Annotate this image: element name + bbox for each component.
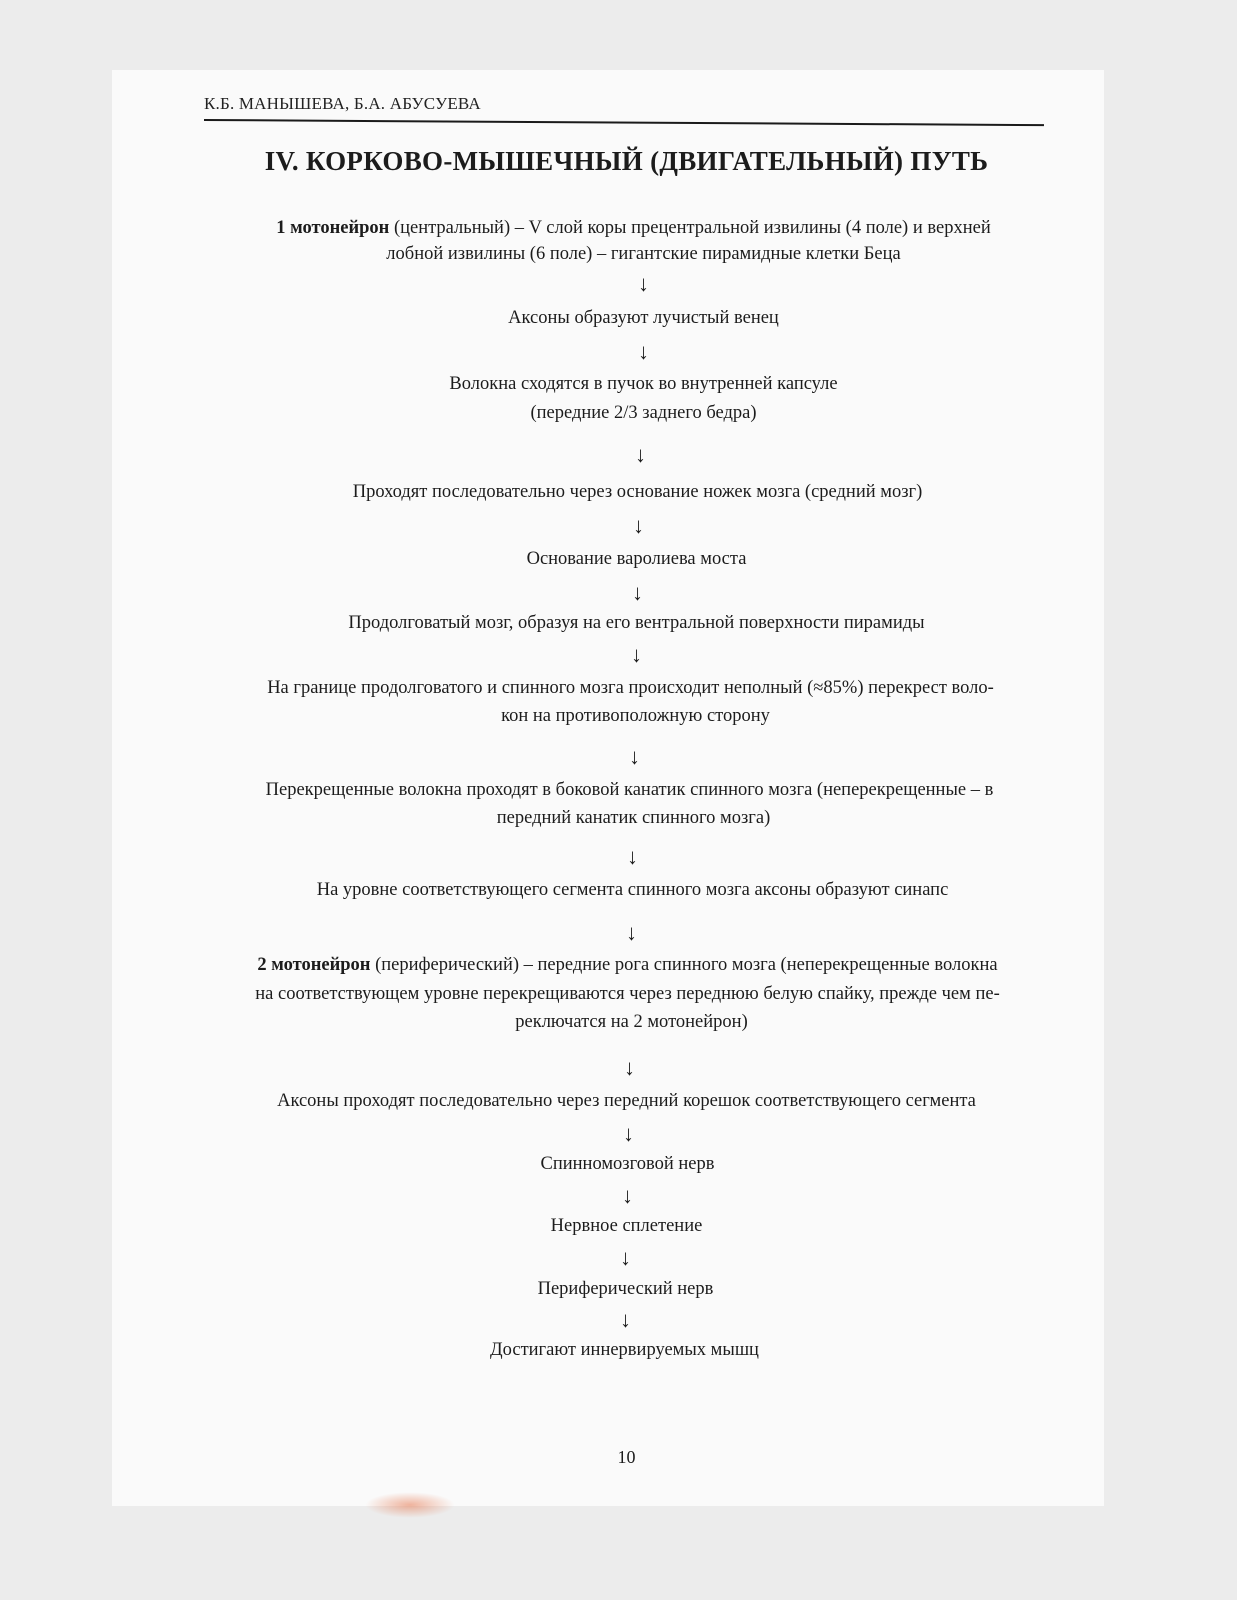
step-3-line-1: Волокна сходятся в пучок во внутренней капсуле [449, 374, 838, 394]
step-11: Аксоны проходят последовательно через передний корешок соответствующего сегмента [277, 1091, 976, 1111]
section-title: IV. КОРКОВО-МЫШЕЧНЫЙ (ДВИГАТЕЛЬНЫЙ) ПУТЬ [264, 146, 989, 176]
down-arrow-icon: ↓ [629, 744, 640, 769]
step-8-line-1: Перекрещенные волокна проходят в боковой канатик спинного мозга (неперекрещенные – в [265, 780, 994, 800]
step-1-line-1 [0, 219, 1237, 238]
step-9: На уровне соответствующего сегмента спинного мозга аксоны образуют синапс [316, 880, 949, 900]
down-arrow-icon: ↓ [627, 844, 638, 869]
step-10-text: (периферический) – передние рога спинного мозга (неперекрещенные волокна [370, 955, 998, 975]
down-arrow-icon: ↓ [638, 339, 649, 364]
step-1-label: 1 мотонейрон [276, 218, 390, 238]
step-4: Проходят последовательно через основание ножек мозга (средний мозг) [352, 482, 923, 502]
step-3-line-2: (передние 2/3 заднего бедра) [530, 403, 757, 423]
step-6: Продолговатый мозг, образуя на его вентральной поверхности пирамиды [348, 613, 925, 633]
down-arrow-icon: ↓ [632, 580, 643, 605]
page-number: 10 [617, 1447, 636, 1467]
finger-shadow [365, 1492, 455, 1518]
step-12: Спинномозговой нерв [540, 1154, 715, 1174]
step-1-line-2: лобной извилины (6 поле) – гигантские пирамидные клетки Беца [386, 244, 901, 264]
running-header-authors: К.Б. МАНЫШЕВА, Б.А. АБУСУЕВА [204, 94, 481, 113]
down-arrow-icon: ↓ [624, 1055, 635, 1080]
step-10-line-3: реключатся на 2 мотонейрон) [515, 1012, 748, 1032]
down-arrow-icon: ↓ [620, 1245, 631, 1270]
down-arrow-icon: ↓ [631, 642, 642, 667]
step-5: Основание варолиева моста [526, 549, 747, 569]
down-arrow-icon: ↓ [626, 920, 637, 945]
step-7-line-2: кон на противоположную сторону [501, 706, 770, 726]
step-13: Нервное сплетение [550, 1216, 703, 1236]
down-arrow-icon: ↓ [635, 442, 646, 467]
step-8-line-2: передний канатик спинного мозга) [496, 808, 771, 828]
down-arrow-icon: ↓ [620, 1307, 631, 1332]
step-10-line-2: на соответствующем уровне перекрещиваются через переднюю белую спайку, прежде чем пе- [255, 984, 1000, 1004]
step-10-label: 2 мотонейрон [257, 955, 371, 975]
step-14: Периферический нерв [537, 1279, 714, 1299]
step-10-line-1 [0, 956, 1237, 975]
down-arrow-icon: ↓ [638, 271, 649, 296]
step-2: Аксоны образуют лучистый венец [508, 308, 779, 328]
down-arrow-icon: ↓ [633, 513, 644, 538]
step-1-text: (центральный) – V слой коры прецентральной извилины (4 поле) и верхней [389, 218, 991, 238]
step-15: Достигают иннервируемых мышц [490, 1340, 759, 1360]
down-arrow-icon: ↓ [622, 1183, 633, 1208]
step-7-line-1: На границе продолговатого и спинного мозга происходит неполный (≈85%) перекрест воло- [267, 678, 994, 698]
down-arrow-icon: ↓ [623, 1121, 634, 1146]
